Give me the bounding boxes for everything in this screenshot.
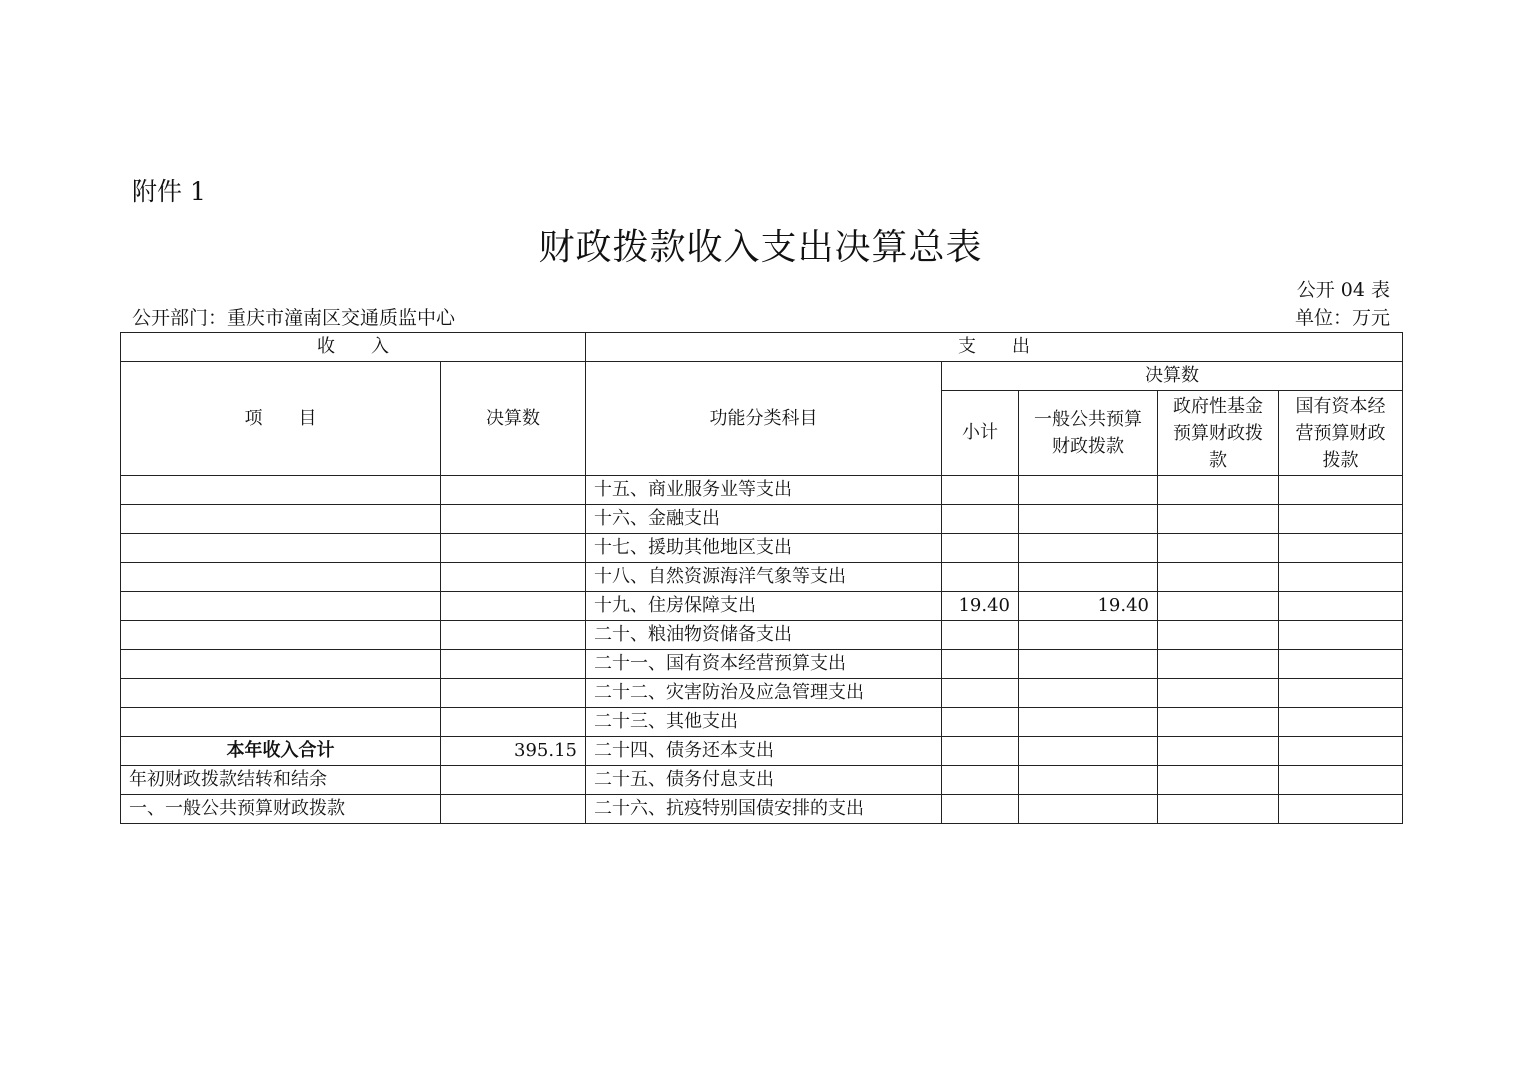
unit-label: 单位：万元 <box>1294 307 1390 329</box>
income-amount-cell <box>441 592 586 621</box>
general-budget-cell <box>1019 795 1158 824</box>
income-amount-cell <box>441 650 586 679</box>
table-row <box>121 679 1403 708</box>
general-public-budget-header: 一般公共预算财政拨款 <box>1019 391 1158 476</box>
subtotal-cell <box>942 650 1019 679</box>
general-budget-cell <box>1019 621 1158 650</box>
income-amount-cell: 395.15 <box>441 737 586 766</box>
table-row <box>121 505 1403 534</box>
table-row <box>121 563 1403 592</box>
capital-budget-cell <box>1279 795 1403 824</box>
table-row <box>121 708 1403 737</box>
expenditure-header: 支 出 <box>586 333 1403 362</box>
income-item-cell <box>121 708 441 737</box>
income-item-cell <box>121 534 441 563</box>
category-cell: 二十六、抗疫特别国债安排的支出 <box>586 795 942 824</box>
subtotal-cell <box>942 795 1019 824</box>
subtotal-cell: 19.40 <box>942 592 1019 621</box>
general-budget-cell <box>1019 650 1158 679</box>
income-item-cell: 一、一般公共预算财政拨款 <box>121 795 441 824</box>
fund-budget-cell <box>1158 650 1279 679</box>
subtotal-cell <box>942 505 1019 534</box>
income-item-cell <box>121 476 441 505</box>
state-capital-budget-header: 国有资本经营预算财政拨款 <box>1279 391 1403 476</box>
subtotal-cell <box>942 708 1019 737</box>
table-row <box>121 795 1403 824</box>
final-accounts-header: 决算数 <box>942 362 1403 391</box>
general-budget-cell <box>1019 563 1158 592</box>
category-cell: 十五、商业服务业等支出 <box>586 476 942 505</box>
general-budget-cell <box>1019 737 1158 766</box>
general-budget-cell <box>1019 505 1158 534</box>
table-row <box>121 592 1403 621</box>
income-amount-cell <box>441 563 586 592</box>
capital-budget-cell <box>1279 505 1403 534</box>
general-budget-cell <box>1019 766 1158 795</box>
category-cell: 二十一、国有资本经营预算支出 <box>586 650 942 679</box>
income-header: 收 入 <box>121 333 586 362</box>
fund-budget-cell <box>1158 505 1279 534</box>
income-item-cell <box>121 621 441 650</box>
income-item-cell <box>121 592 441 621</box>
functional-category-header: 功能分类科目 <box>586 362 942 476</box>
capital-budget-cell <box>1279 737 1403 766</box>
category-cell: 二十二、灾害防治及应急管理支出 <box>586 679 942 708</box>
income-amount-cell <box>441 679 586 708</box>
capital-budget-cell <box>1279 621 1403 650</box>
government-fund-budget-header: 政府性基金预算财政拨款 <box>1158 391 1279 476</box>
fund-budget-cell <box>1158 621 1279 650</box>
table-row <box>121 737 1403 766</box>
capital-budget-cell <box>1279 476 1403 505</box>
category-cell: 十七、援助其他地区支出 <box>586 534 942 563</box>
income-amount-cell <box>441 476 586 505</box>
subtotal-cell <box>942 737 1019 766</box>
fund-budget-cell <box>1158 534 1279 563</box>
income-amount-cell <box>441 795 586 824</box>
category-cell: 二十五、债务付息支出 <box>586 766 942 795</box>
income-amount-header: 决算数 <box>441 362 586 476</box>
category-cell: 二十、粮油物资储备支出 <box>586 621 942 650</box>
table-row <box>121 534 1403 563</box>
income-amount-cell <box>441 505 586 534</box>
table-row <box>121 650 1403 679</box>
capital-budget-cell <box>1279 534 1403 563</box>
subtotal-cell <box>942 534 1019 563</box>
general-budget-cell <box>1019 476 1158 505</box>
subtotal-cell <box>942 679 1019 708</box>
subtotal-cell <box>942 766 1019 795</box>
page-title: 财政拨款收入支出决算总表 <box>538 227 983 268</box>
category-cell: 十九、住房保障支出 <box>586 592 942 621</box>
table-row <box>121 621 1403 650</box>
income-amount-cell <box>441 766 586 795</box>
fund-budget-cell <box>1158 766 1279 795</box>
income-item-cell <box>121 650 441 679</box>
fund-budget-cell <box>1158 737 1279 766</box>
income-item-cell: 本年收入合计 <box>121 737 441 766</box>
category-cell: 十八、自然资源海洋气象等支出 <box>586 563 942 592</box>
item-header: 项 目 <box>121 362 441 476</box>
fund-budget-cell <box>1158 592 1279 621</box>
department-label: 公开部门：重庆市潼南区交通质监中心 <box>132 307 456 329</box>
subtotal-cell <box>942 476 1019 505</box>
subtotal-header: 小计 <box>942 391 1019 476</box>
attachment-label: 附件 1 <box>132 177 206 206</box>
income-amount-cell <box>441 708 586 737</box>
fund-budget-cell <box>1158 476 1279 505</box>
general-budget-cell <box>1019 708 1158 737</box>
category-cell: 二十三、其他支出 <box>586 708 942 737</box>
income-item-cell <box>121 679 441 708</box>
income-amount-cell <box>441 621 586 650</box>
general-budget-cell <box>1019 679 1158 708</box>
income-item-cell <box>121 505 441 534</box>
table-number: 公开 04 表 <box>1296 279 1390 301</box>
table-body <box>121 476 1403 824</box>
budget-summary-table <box>120 332 1403 824</box>
category-cell: 二十四、债务还本支出 <box>586 737 942 766</box>
category-cell: 十六、金融支出 <box>586 505 942 534</box>
income-amount-cell <box>441 534 586 563</box>
fund-budget-cell <box>1158 679 1279 708</box>
table-row <box>121 476 1403 505</box>
fund-budget-cell <box>1158 708 1279 737</box>
income-item-cell: 年初财政拨款结转和结余 <box>121 766 441 795</box>
capital-budget-cell <box>1279 592 1403 621</box>
fund-budget-cell <box>1158 563 1279 592</box>
general-budget-cell: 19.40 <box>1019 592 1158 621</box>
income-item-cell <box>121 563 441 592</box>
capital-budget-cell <box>1279 650 1403 679</box>
capital-budget-cell <box>1279 563 1403 592</box>
capital-budget-cell <box>1279 679 1403 708</box>
table-row <box>121 766 1403 795</box>
subtotal-cell <box>942 621 1019 650</box>
fund-budget-cell <box>1158 795 1279 824</box>
subtotal-cell <box>942 563 1019 592</box>
capital-budget-cell <box>1279 766 1403 795</box>
capital-budget-cell <box>1279 708 1403 737</box>
general-budget-cell <box>1019 534 1158 563</box>
